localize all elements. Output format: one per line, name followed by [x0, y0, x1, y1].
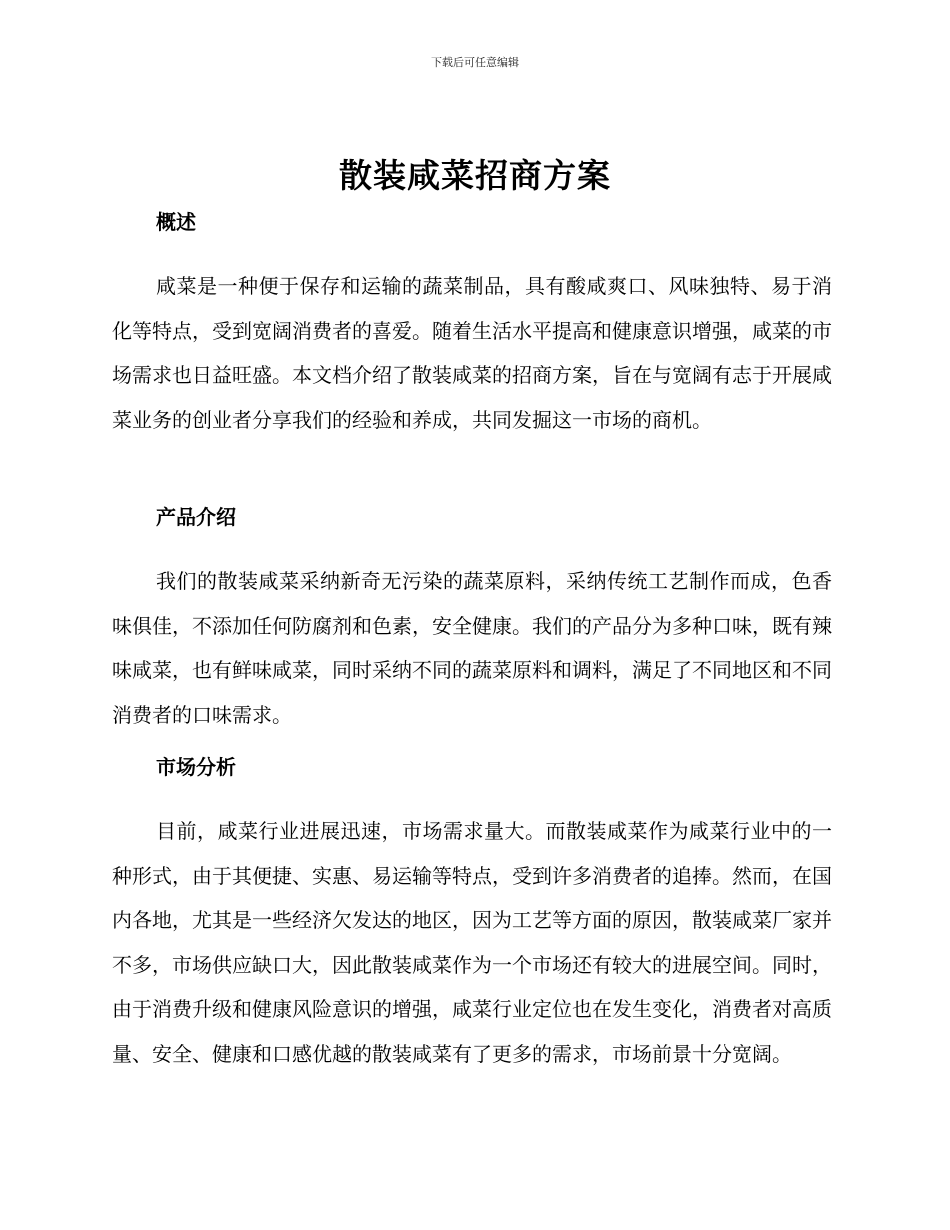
section-heading-overview: 概述: [156, 210, 196, 234]
document-title: 散装咸菜招商方案: [339, 156, 611, 195]
paragraph-overview: 咸菜是一种便于保存和运输的蔬菜制品，具有酸咸爽口、风味独特、易于消化等特点，受到宽阔消费者的喜爱。随着生活水平提高和健康意识增强，咸菜的市场需求也日益旺盛。本文档介绍了散装咸菜的招商方案，旨在与宽阔有志于开展咸菜业务的创业者分享我们的经验和养成，共同发掘这一市场的商机。: [112, 274, 832, 432]
header-note: 下载后可任意编辑: [431, 56, 519, 69]
section-product-intro: [112, 503, 832, 737]
section-overview: [112, 208, 832, 442]
section-heading-product-intro: 产品介绍: [156, 505, 236, 529]
paragraph-product-intro: 我们的散装咸菜采纳新奇无污染的蔬菜原料，采纳传统工艺制作而成，色香味俱佳，不添加任何防腐剂和色素，安全健康。我们的产品分为多种口味，既有辣味咸菜，也有鲜味咸菜，同时采纳不同的蔬菜原料和调料，满足了不同地区和不同消费者的口味需求。: [112, 569, 832, 727]
section-market-analysis: [112, 753, 832, 1076]
section-heading-market-analysis: 市场分析: [156, 755, 236, 779]
paragraph-market-analysis: 目前，咸菜行业进展迅速，市场需求量大。而散装咸菜作为咸菜行业中的一种形式，由于其便捷、实惠、易运输等特点，受到许多消费者的追捧。然而，在国内各地，尤其是一些经济欠发达的地区，因为工艺等方面的原因，散装咸菜厂家并不多，市场供应缺口大，因此散装咸菜作为一个市场还有较大的进展空间。同时，由于消费升级和健康风险意识的增强，咸菜行业定位也在发生变化，消费者对高质量、安全、健康和口感优越的散装咸菜有了更多的需求，市场前景十分宽阔。: [112, 819, 832, 1066]
